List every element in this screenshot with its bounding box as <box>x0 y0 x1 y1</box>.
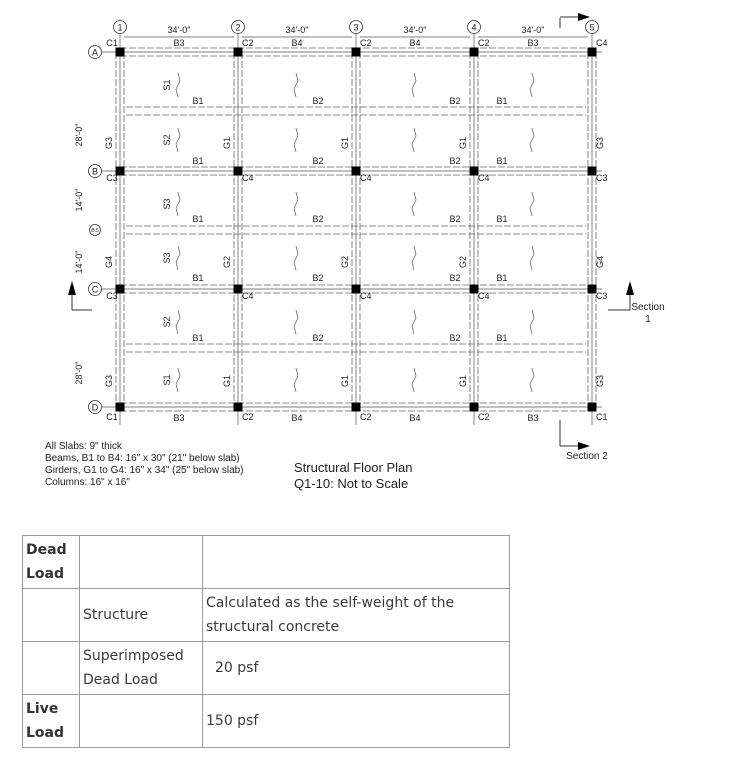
infill-beam-label: B2 <box>449 96 461 106</box>
column-marker <box>470 403 479 412</box>
girder-label: G1 <box>222 374 232 388</box>
infill-beam-label: B2 <box>312 214 324 224</box>
column-type-label: C4 <box>478 173 490 183</box>
infill-beam-label: B1 <box>496 273 508 283</box>
girder-label: G4 <box>104 255 114 269</box>
structure-value: Calculated as the self-weight of the structural concrete <box>203 589 510 642</box>
infill-beam-label: B2 <box>449 273 461 283</box>
slab-label: S2 <box>162 134 172 146</box>
infill-beam-label: B2 <box>312 96 324 106</box>
infill-beam-label: B1 <box>192 214 204 224</box>
section1-marker-arrow <box>626 281 634 295</box>
column-marker <box>588 403 597 412</box>
slab-span-arrow <box>530 73 534 97</box>
loads-table <box>22 535 510 748</box>
empty-cell <box>23 589 80 642</box>
grid-bubble-row-label: B.5 <box>91 228 99 234</box>
girder-label: G3 <box>104 136 114 150</box>
slab-span-arrow <box>530 128 534 152</box>
infill-beam-label: B1 <box>192 156 204 166</box>
note-slabs: All Slabs: 9" thick <box>45 441 122 452</box>
infill-beam-label: B1 <box>496 96 508 106</box>
infill-beam-label: B1 <box>192 273 204 283</box>
column-marker <box>588 48 597 57</box>
column-type-label: C2 <box>478 38 490 48</box>
grid-bubble-col-label: 5 <box>589 22 595 33</box>
girder-label: G3 <box>104 374 114 388</box>
span-dimension-label: 34'-0" <box>521 25 545 35</box>
girder-label: G2 <box>340 255 350 269</box>
row-dimension-label: 28'-0" <box>74 361 84 385</box>
slab-span-arrow <box>530 246 534 270</box>
column-marker <box>352 403 361 412</box>
column-type-label: C1 <box>596 412 608 422</box>
column-marker <box>352 48 361 57</box>
section1-marker-arrow <box>68 281 76 295</box>
column-type-label: C4 <box>360 291 372 301</box>
table-row <box>23 589 510 642</box>
slab-span-arrow <box>530 192 534 216</box>
section-markers <box>68 13 665 462</box>
span-dimension-label: 34'-0" <box>285 25 309 35</box>
grid-bubble-row-label: C <box>91 284 99 295</box>
slab-span-arrow <box>176 246 180 270</box>
empty-cell <box>203 536 510 589</box>
top-beam-label: B4 <box>291 38 303 48</box>
section1-label-line1: Section <box>631 302 665 313</box>
grid-bubble-row-label: D <box>91 402 99 413</box>
girder-label: G1 <box>458 136 468 150</box>
slab-span-arrow <box>412 192 416 216</box>
section2-marker-arrow <box>578 13 590 21</box>
caption-scale: Q1-10: Not to Scale <box>294 476 409 491</box>
slab-span-arrow <box>412 246 416 270</box>
plan-caption <box>294 460 413 492</box>
slab-label: S1 <box>162 374 172 386</box>
column-type-label: C2 <box>242 412 254 422</box>
column-type-label: C1 <box>106 38 118 48</box>
column-type-label: C3 <box>596 291 608 301</box>
bottom-beam-label: B4 <box>291 413 303 423</box>
column-type-label: C2 <box>360 38 372 48</box>
slab-label: S3 <box>162 198 172 210</box>
span-dimension-label: 34'-0" <box>167 25 191 35</box>
slab-span-arrow <box>176 310 180 334</box>
slab-label: S2 <box>162 316 172 328</box>
superimposed-value: 20 psf <box>203 642 510 695</box>
infill-beam-label: B2 <box>449 156 461 166</box>
slab-label: S3 <box>162 252 172 264</box>
section1-label-line2: 1 <box>645 314 651 325</box>
column-marker <box>234 403 243 412</box>
grid-bubbles <box>89 21 599 414</box>
column-type-label: C3 <box>106 173 118 183</box>
infill-beam-label: B2 <box>312 273 324 283</box>
column-type-label: C4 <box>596 38 608 48</box>
bottom-beam-label: B4 <box>409 413 421 423</box>
slab-span-arrow <box>412 128 416 152</box>
girder-label: G3 <box>595 374 605 388</box>
grid-bubble-col-label: 3 <box>353 22 359 33</box>
column-type-label: C2 <box>478 412 490 422</box>
empty-cell <box>80 536 203 589</box>
slab-span-arrow <box>294 368 298 392</box>
slab-span-arrow <box>176 368 180 392</box>
slab-span-arrow <box>294 246 298 270</box>
infill-beam-label: B1 <box>192 96 204 106</box>
slab-span-arrow <box>412 368 416 392</box>
grid-bubble-row-label: B <box>91 166 99 177</box>
slab-span-arrow <box>412 73 416 97</box>
column-type-label: C2 <box>360 412 372 422</box>
dead-load-heading: Dead Load <box>23 536 80 589</box>
infill-beam-label: B1 <box>192 333 204 343</box>
live-load-heading: Live Load <box>23 695 80 748</box>
note-columns: Columns: 16" x 16" <box>45 477 130 488</box>
girder-label: G1 <box>340 136 350 150</box>
note-girders: Girders, G1 to G4: 16" x 34" (25" below slab) <box>45 465 244 476</box>
infill-beam-label: B1 <box>496 156 508 166</box>
column-type-label: C1 <box>106 412 118 422</box>
column-marker <box>116 403 125 412</box>
column-type-label: C4 <box>242 173 254 183</box>
girder-label: G1 <box>340 374 350 388</box>
section2-label: Section 2 <box>566 451 608 462</box>
infill-beam-label: B2 <box>312 333 324 343</box>
slab-span-arrow <box>176 73 180 97</box>
slab-span-arrow <box>530 310 534 334</box>
empty-cell <box>23 642 80 695</box>
slab-span-arrow <box>530 368 534 392</box>
structure-label: Structure <box>80 589 203 642</box>
superimposed-label: Superimposed Dead Load <box>80 642 203 695</box>
bottom-beam-label: B3 <box>527 413 539 423</box>
table-row <box>23 536 510 589</box>
row-dimension-label: 28'-0" <box>74 123 84 147</box>
girder-label: G4 <box>595 255 605 269</box>
slab-span-arrow <box>294 192 298 216</box>
girder-label: G1 <box>458 374 468 388</box>
infill-beam-label: B2 <box>449 333 461 343</box>
span-dimension-label: 34'-0" <box>403 25 427 35</box>
grid-bubble-row-label: A <box>91 47 99 58</box>
infill-beam-label: B1 <box>496 333 508 343</box>
member-labels <box>74 22 608 423</box>
design-notes <box>45 441 244 489</box>
column-type-label: C4 <box>242 291 254 301</box>
infill-beam-label: B2 <box>312 156 324 166</box>
grid-bubble-col-label: 2 <box>235 22 241 33</box>
column-type-label: C3 <box>596 173 608 183</box>
slab-span-arrow <box>176 128 180 152</box>
slab-span-arrow <box>294 310 298 334</box>
slab-span-arrow <box>412 310 416 334</box>
table-row <box>23 642 510 695</box>
empty-cell <box>80 695 203 748</box>
slab-span-arrow <box>294 73 298 97</box>
row-dimension-label: 14'-0" <box>74 188 84 212</box>
girder-label: G3 <box>595 136 605 150</box>
girder-label: G1 <box>222 136 232 150</box>
column-type-label: C3 <box>106 291 118 301</box>
row-dimension-label: 14'-0" <box>74 250 84 274</box>
infill-beam-label: B1 <box>496 214 508 224</box>
column-marker <box>116 48 125 57</box>
top-beam-label: B3 <box>527 38 539 48</box>
bottom-beam-label: B3 <box>173 413 185 423</box>
column-marker <box>470 48 479 57</box>
slab-span-arrow <box>294 128 298 152</box>
section2-marker-arrow <box>578 442 590 450</box>
slab-label: S1 <box>162 79 172 91</box>
grid-bubble-col-label: 1 <box>117 22 123 33</box>
column-marker <box>234 48 243 57</box>
column-type-label: C4 <box>360 173 372 183</box>
girder-label: G2 <box>458 255 468 269</box>
column-type-label: C2 <box>242 38 254 48</box>
column-type-label: C4 <box>478 291 490 301</box>
top-beam-label: B3 <box>173 38 185 48</box>
slab-span-arrow <box>176 192 180 216</box>
infill-beam-label: B2 <box>449 214 461 224</box>
live-load-value: 150 psf <box>203 695 510 748</box>
top-beam-label: B4 <box>409 38 421 48</box>
caption-title: Structural Floor Plan <box>294 460 413 475</box>
note-beams: Beams, B1 to B4: 16" x 30" (21" below slab) <box>45 453 240 464</box>
grid-bubble-col-label: 4 <box>471 22 477 33</box>
table-row <box>23 695 510 748</box>
girder-label: G2 <box>222 255 232 269</box>
